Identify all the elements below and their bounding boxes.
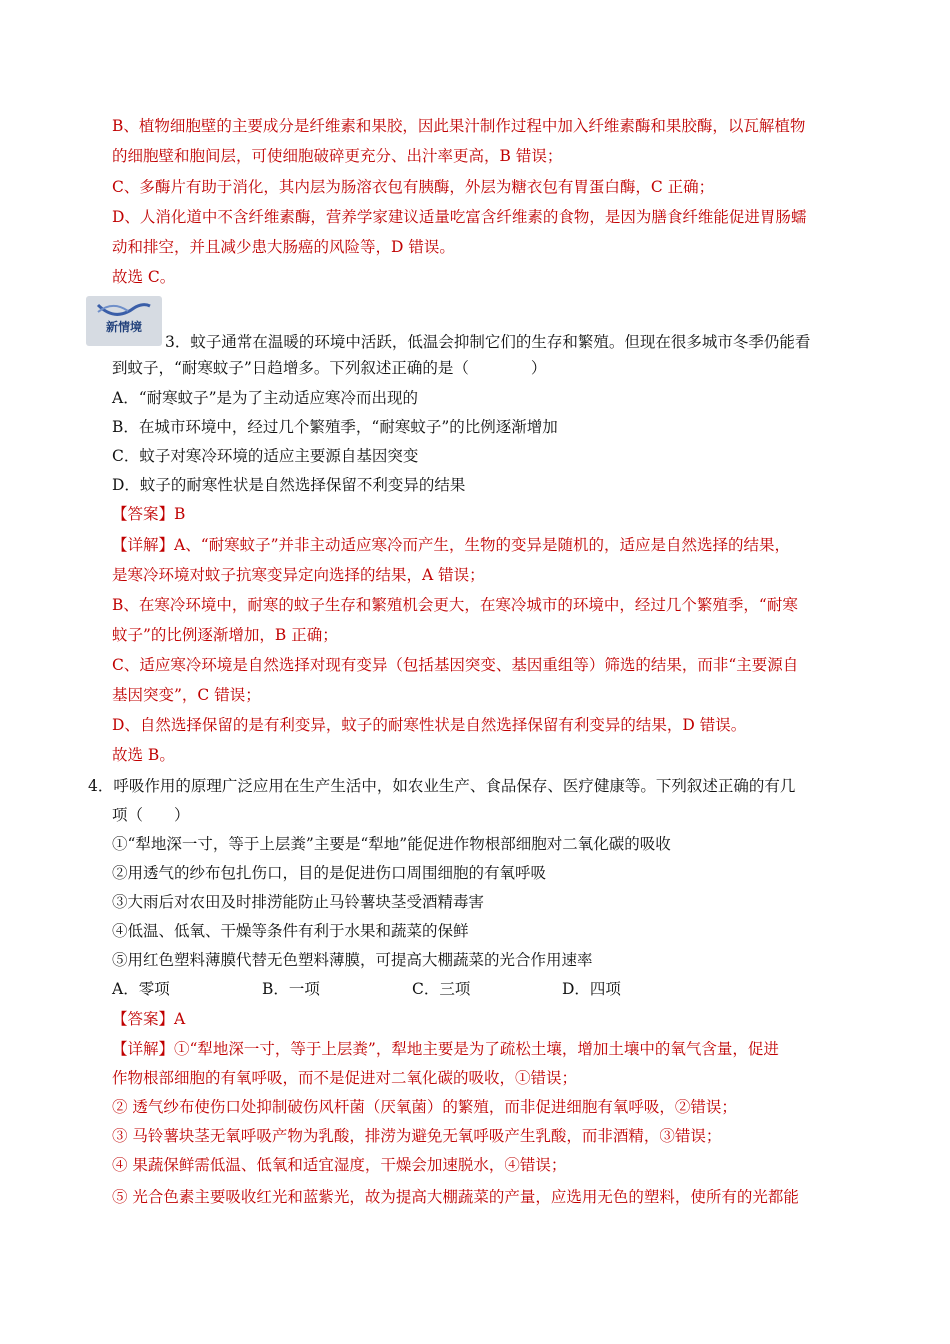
q3-answer: 【答案】B: [112, 505, 186, 523]
q4-option-a: A．零项: [112, 980, 170, 998]
q3-explanation-line4: 蚊子”的比例逐渐增加，B 正确；: [112, 626, 338, 644]
badge-label: 新情境: [105, 320, 142, 334]
q3-stem-line2: 到蚊子，“耐寒蚊子”日趋增多。下列叙述正确的是（ ）: [112, 359, 547, 377]
q4-statement-4: ④低温、低氧、干燥等条件有利于水果和蔬菜的保鲜: [112, 922, 469, 940]
q4-answer: 【答案】A: [112, 1010, 186, 1028]
dna-swoosh-icon: [96, 302, 152, 318]
q3-explanation-line1: 【详解】A、“耐寒蚊子”并非主动适应寒冷而产生，生物的变异是随机的，适应是自然选择的结果，: [112, 536, 791, 554]
q2-explanation-c: C、多酶片有助于消化，其内层为肠溶衣包有胰酶，外层为糖衣包有胃蛋白酶，C 正确；: [112, 178, 715, 196]
q3-stem-line1: 3．蚊子通常在温暖的环境中活跃，低温会抑制它们的生存和繁殖。但现在很多城市冬季仍能看: [165, 333, 811, 351]
q4-statement-5: ⑤用红色塑料薄膜代替无色塑料薄膜，可提高大棚蔬菜的光合作用速率: [112, 951, 593, 969]
q3-explanation-line3: B、在寒冷环境中，耐寒的蚊子生存和繁殖机会更大，在寒冷城市的环境中，经过几个繁殖季，“耐寒: [112, 596, 798, 614]
q4-statement-1: ①“犁地深一寸，等于上层粪”主要是“犁地”能促进作物根部细胞对二氧化碳的吸收: [112, 835, 671, 853]
q2-explanation-b-line1: B、植物细胞壁的主要成分是纤维素和果胶，因此果汁制作过程中加入纤维素酶和果胶酶，以瓦解植物: [112, 117, 806, 135]
q4-explanation-line3: ② 透气纱布使伤口处抑制破伤风杆菌（厌氧菌）的繁殖，而非促进细胞有氧呼吸，②错误；: [112, 1098, 737, 1116]
q3-option-a: A．“耐寒蚊子”是为了主动适应寒冷而出现的: [112, 389, 419, 407]
q2-choice: 故选 C。: [112, 268, 176, 286]
q3-option-c: C．蚊子对寒冷环境的适应主要源自基因突变: [112, 447, 419, 465]
q4-explanation-line1: 【详解】①“犁地深一寸，等于上层粪”，犁地主要是为了疏松土壤，增加土壤中的氧气含量，促进: [112, 1040, 779, 1058]
q3-explanation-line6: 基因突变”，C 错误；: [112, 686, 261, 704]
q4-options: [112, 978, 712, 1000]
q4-explanation-line2: 作物根部细胞的有氧呼吸，而不是促进对二氧化碳的吸收，①错误；: [112, 1069, 578, 1087]
q3-option-d: D．蚊子的耐寒性状是自然选择保留不利变异的结果: [112, 476, 466, 494]
q4-option-d: D．四项: [562, 980, 621, 998]
q2-explanation-d-line2: 动和排空，并且减少患大肠癌的风险等，D 错误。: [112, 238, 455, 256]
q4-statement-3: ③大雨后对农田及时排涝能防止马铃薯块茎受酒精毒害: [112, 893, 485, 911]
q3-choice: 故选 B。: [112, 746, 175, 764]
q4-explanation-line4: ③ 马铃薯块茎无氧呼吸产物为乳酸，排涝为避免无氧呼吸产生乳酸，而非酒精，③错误；: [112, 1127, 722, 1145]
q4-explanation-line6: ⑤ 光合色素主要吸收红光和蓝紫光，故为提高大棚蔬菜的产量，应选用无色的塑料，使所有的光都能: [112, 1188, 799, 1206]
q4-explanation-line5: ④ 果蔬保鲜需低温、低氧和适宜湿度，干燥会加速脱水，④错误；: [112, 1156, 567, 1174]
q2-explanation-b-line2: 的细胞壁和胞间层，可使细胞破碎更充分、出汁率更高，B 错误；: [112, 147, 563, 165]
q3-explanation-line7: D、自然选择保留的是有利变异，蚊子的耐寒性状是自然选择保留有利变异的结果，D 错误。: [112, 716, 747, 734]
q4-statement-2: ②用透气的纱布包扎伤口，目的是促进伤口周围细胞的有氧呼吸: [112, 864, 547, 882]
q3-explanation-line5: C、适应寒冷环境是自然选择对现有变异（包括基因突变、基因重组等）筛选的结果，而非“主要源自: [112, 656, 799, 674]
q2-explanation-d-line1: D、人消化道中不含纤维素酶，营养学家建议适量吃富含纤维素的食物，是因为膳食纤维能促进胃肠蠕: [112, 208, 807, 226]
q3-explanation-line2: 是寒冷环境对蚊子抗寒变异定向选择的结果，A 错误；: [112, 566, 485, 584]
q3-option-b: B．在城市环境中，经过几个繁殖季，“耐寒蚊子”的比例逐渐增加: [112, 418, 558, 436]
q4-option-b: B．一项: [262, 980, 320, 998]
q4-stem-line1: 4．呼吸作用的原理广泛应用在生产生活中，如农业生产、食品保存、医疗健康等。下列叙述正确的有几: [88, 777, 796, 795]
q4-option-c: C．三项: [412, 980, 471, 998]
q4-stem-line2: 项（ ）: [112, 806, 190, 824]
new-context-badge: [86, 296, 162, 346]
